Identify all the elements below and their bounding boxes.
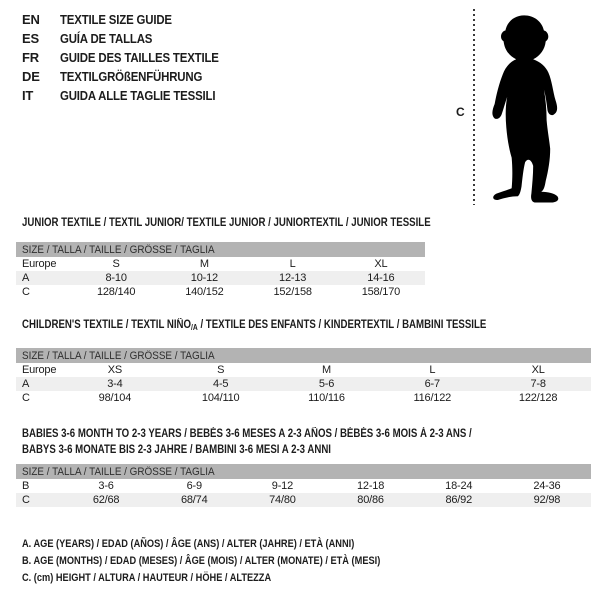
title-part: CHILDREN'S TEXTILE / TEXTIL NIÑO bbox=[22, 319, 192, 331]
value-cell: 6-9 bbox=[186, 480, 202, 492]
size-cell: XL bbox=[374, 258, 388, 270]
table-row-age bbox=[16, 271, 425, 285]
table-header-bar bbox=[16, 348, 591, 363]
size-cell: L bbox=[429, 364, 436, 376]
lang-code: EN bbox=[22, 12, 40, 27]
table-row-height bbox=[16, 285, 425, 299]
table-row-europe bbox=[16, 257, 425, 271]
lang-row-it bbox=[22, 86, 240, 105]
value-cell: 122/128 bbox=[518, 392, 558, 404]
legend-footnotes bbox=[22, 538, 449, 589]
size-header-label: SIZE / TALLA / TAILLE / GRÖSSE / TAGLIA bbox=[22, 349, 215, 362]
title-line-2 bbox=[22, 442, 557, 458]
value-cell: 12-18 bbox=[357, 480, 385, 492]
title-part: / TEXTILE DES ENFANTS / KINDERTEXTIL / BAMBINI TESSILE bbox=[197, 319, 487, 331]
section-title-text: JUNIOR TEXTILE / TEXTIL JUNIOR/ TEXTILE JUNIOR / JUNIORTEXTIL / JUNIOR TESSILE bbox=[22, 217, 431, 229]
value-cell: 110/116 bbox=[308, 392, 345, 404]
value-cell: 92/98 bbox=[533, 494, 561, 506]
row-label: C bbox=[22, 286, 30, 298]
lang-row-es bbox=[22, 29, 240, 48]
language-title-list bbox=[22, 10, 240, 105]
height-dashed-line bbox=[473, 9, 475, 205]
value-cell: 128/140 bbox=[96, 286, 136, 298]
toddler-silhouette-image bbox=[483, 8, 569, 209]
size-cell: L bbox=[289, 258, 296, 270]
value-cell: 7-8 bbox=[530, 378, 546, 390]
row-label: Europe bbox=[22, 258, 57, 270]
value-cell: 9-12 bbox=[271, 480, 294, 492]
row-label: B bbox=[22, 480, 30, 492]
table-row-height bbox=[16, 493, 591, 507]
footnote-text: C. (cm) HEIGHT / ALTURA / HAUTEUR / HÖHE / ALTEZZA bbox=[22, 572, 272, 584]
value-cell: 4-5 bbox=[213, 378, 229, 390]
table-row-europe bbox=[16, 363, 591, 377]
value-cell: 6-7 bbox=[424, 378, 440, 390]
size-cell: S bbox=[217, 364, 225, 376]
footnote-b bbox=[22, 555, 449, 572]
table-row-age bbox=[16, 377, 591, 391]
lang-row-fr bbox=[22, 48, 240, 67]
value-cell: 12-13 bbox=[279, 272, 307, 284]
value-cell: 152/158 bbox=[273, 286, 312, 298]
value-cell: 3-4 bbox=[107, 378, 123, 390]
table-header-bar bbox=[16, 464, 591, 479]
lang-row-en bbox=[22, 10, 240, 29]
size-header-label: SIZE / TALLA / TAILLE / GRÖSSE / TAGLIA bbox=[22, 465, 215, 478]
value-cell: 86/92 bbox=[445, 494, 472, 506]
lang-code: ES bbox=[22, 31, 39, 46]
value-cell: 5-6 bbox=[318, 378, 335, 390]
lang-code: FR bbox=[22, 50, 39, 65]
value-cell: 8-10 bbox=[105, 272, 127, 284]
value-cell: 104/110 bbox=[201, 392, 240, 404]
value-cell: 10-12 bbox=[190, 272, 218, 284]
value-cell: 140/152 bbox=[185, 286, 224, 298]
title-text: BABYS 3-6 MONATE BIS 2-3 JAHRE / BAMBINI 3-6 MESI A 2-3 ANNI bbox=[22, 444, 331, 456]
lang-code: IT bbox=[22, 88, 34, 103]
lang-title: TEXTILE SIZE GUIDE bbox=[60, 12, 172, 27]
value-cell: 68/74 bbox=[180, 494, 208, 506]
title-text: BABIES 3-6 MONTH TO 2-3 YEARS / BEBÉS 3-6 MESES A 2-3 AÑOS / BÉBÉS 3-6 MOIS À 2-3 ANS / bbox=[22, 428, 472, 440]
children-size-table bbox=[16, 348, 591, 405]
lang-title: GUIDA ALLE TAGLIE TESSILI bbox=[60, 88, 216, 103]
value-cell: 158/170 bbox=[361, 286, 401, 298]
table-row-age-months bbox=[16, 479, 591, 493]
value-cell: 62/68 bbox=[92, 494, 120, 506]
height-measure-label: C bbox=[456, 105, 465, 119]
value-cell: 74/80 bbox=[269, 494, 296, 506]
size-header-label: SIZE / TALLA / TAILLE / GRÖSSE / TAGLIA bbox=[22, 243, 215, 256]
footnote-a bbox=[22, 538, 449, 555]
section-title-text bbox=[22, 319, 486, 332]
section-title-babies bbox=[22, 426, 557, 458]
table-header-bar bbox=[16, 242, 425, 257]
title-line-1 bbox=[22, 426, 557, 442]
row-label: A bbox=[22, 378, 30, 390]
value-cell: 80/86 bbox=[357, 494, 384, 506]
footnote-text: B. AGE (MONTHS) / EDAD (MESES) / ÂGE (MOIS) / ALTER (MONATE) / ETÀ (MESI) bbox=[22, 555, 381, 567]
size-cell: M bbox=[199, 258, 209, 270]
section-title-junior bbox=[22, 217, 508, 229]
row-label: Europe bbox=[22, 364, 57, 376]
footnote-text: A. AGE (YEARS) / EDAD (AÑOS) / ÂGE (ANS) / ALTER (JAHRE) / ETÀ (ANNI) bbox=[22, 538, 355, 550]
lang-code: DE bbox=[22, 69, 40, 84]
junior-size-table bbox=[16, 242, 425, 299]
section-title-children bbox=[22, 319, 575, 332]
table-row-height bbox=[16, 391, 591, 405]
babies-size-table bbox=[16, 464, 591, 507]
value-cell: 18-24 bbox=[445, 480, 473, 492]
size-cell: M bbox=[322, 364, 331, 376]
row-label: C bbox=[22, 392, 30, 404]
lang-row-de bbox=[22, 67, 240, 86]
size-cell: XL bbox=[531, 364, 545, 376]
row-label: A bbox=[22, 272, 30, 284]
size-cell: S bbox=[112, 258, 120, 270]
value-cell: 98/104 bbox=[98, 392, 132, 404]
footnote-c bbox=[22, 572, 449, 589]
size-cell: XS bbox=[107, 364, 123, 376]
value-cell: 14-16 bbox=[367, 272, 395, 284]
value-cell: 116/122 bbox=[413, 392, 452, 404]
lang-title: TEXTILGRÖßENFÜHRUNG bbox=[60, 69, 203, 84]
lang-title: GUIDE DES TAILLES TEXTILE bbox=[60, 50, 219, 65]
value-cell: 24-36 bbox=[533, 480, 561, 492]
lang-title: GUÍA DE TALLAS bbox=[60, 31, 153, 46]
title-subscript: /A bbox=[191, 323, 198, 332]
value-cell: 3-6 bbox=[98, 480, 114, 492]
row-label: C bbox=[22, 494, 30, 506]
